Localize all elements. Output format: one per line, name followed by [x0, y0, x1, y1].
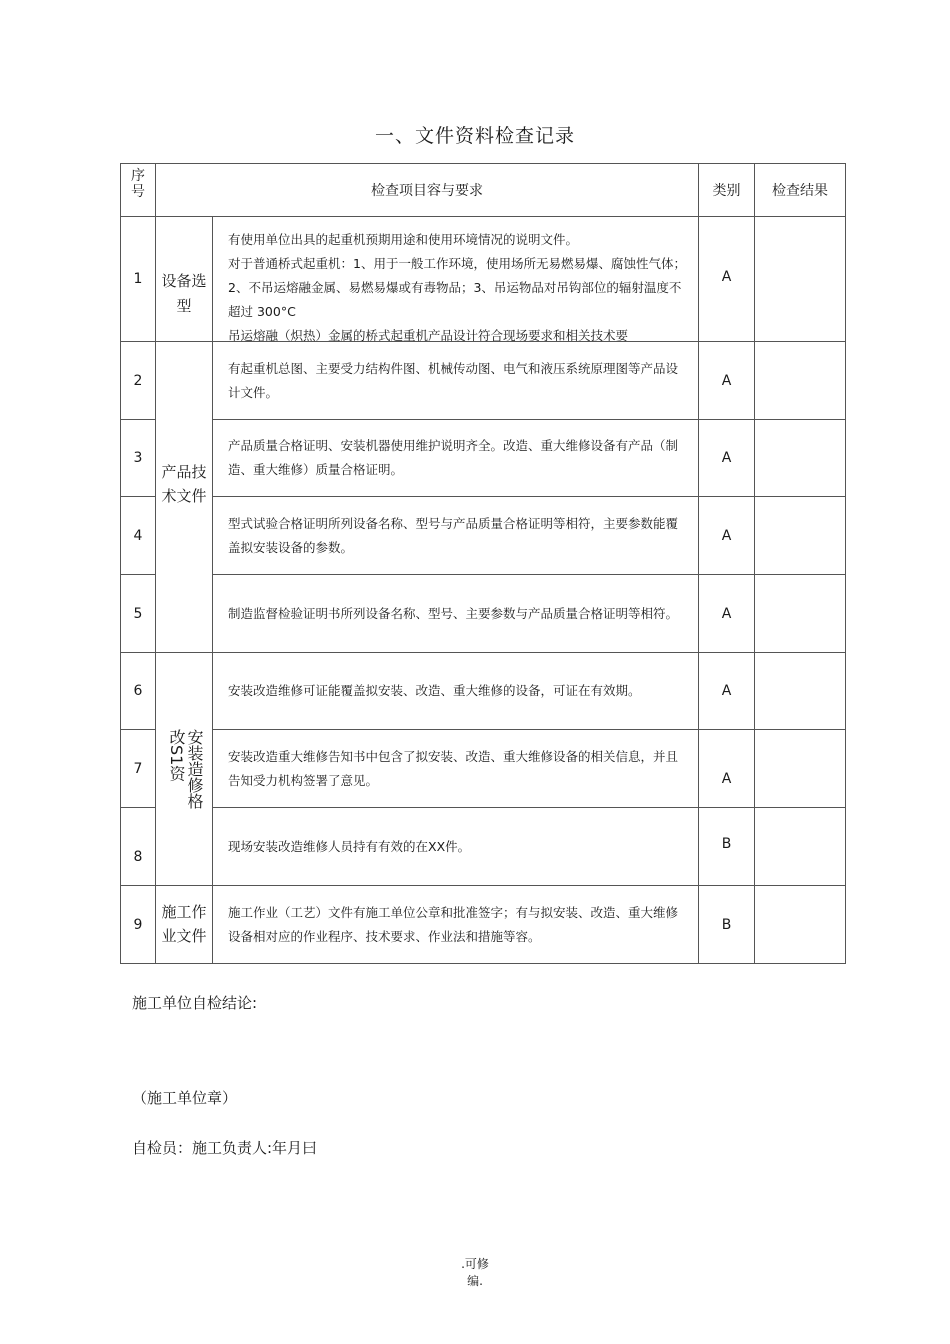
- item-class: A: [721, 269, 732, 285]
- header-num: 序号: [131, 168, 145, 200]
- item-class: B: [721, 836, 732, 852]
- header-item: 检查项目容与要求: [371, 183, 483, 199]
- table-vline: [155, 164, 156, 963]
- row-num: 9: [133, 916, 143, 933]
- table-hline: [121, 807, 156, 808]
- self-check-conclusion: 施工单位自检结论:: [132, 994, 258, 1012]
- unit-seal: （施工单位章）: [132, 1089, 238, 1107]
- category-equipment-selection: 设备选型: [161, 272, 207, 315]
- item-result[interactable]: [755, 808, 845, 885]
- item-class: A: [721, 372, 732, 389]
- item-result[interactable]: [755, 420, 845, 496]
- page-title: 一、文件资料检查记录: [374, 125, 575, 147]
- item-text: 制造监督检验证明书所列设备名称、型号、主要参数与产品质量合格证明等相符。: [228, 605, 679, 621]
- item-class: A: [721, 683, 732, 699]
- row-num: 6: [133, 683, 143, 699]
- item-class: A: [721, 527, 732, 544]
- item-class: A: [721, 770, 732, 787]
- row-num: 3: [133, 450, 143, 466]
- category-product-docs: 产品技术文件: [161, 463, 207, 505]
- item-result[interactable]: [755, 575, 845, 652]
- item-text: 安装改造维修可证能覆盖拟安装、改造、重大维修的设备，可证在有效期。: [228, 683, 641, 698]
- footer-line-1: .可修: [461, 1257, 489, 1271]
- signature-line: 自检员：施工负责人:年月曰: [132, 1139, 318, 1157]
- row-num: 1: [133, 271, 143, 287]
- row-num: 5: [133, 605, 143, 622]
- item-text: 有使用单位出具的起重机预期用途和使用环境情况的说明文件。 对于普通桥式起重机：1、用于一般工作环境，使用场所无易燃易爆、腐蚀性气体；2、不吊运熔融金属、易燃易爆或有毒物品；3、吊运物品对吊钩部位的辐射温度不超过 300°C 吊运熔融（炽热）金属的桥式起重机产品设计符合现场要求和相关技术要: [228, 232, 686, 341]
- row-num: 7: [133, 760, 143, 777]
- item-text: 型式试验合格证明所列设备名称、型号与产品质量合格证明等相符，主要参数能覆盖拟安装设备的参数。: [228, 515, 679, 555]
- row-num: 4: [133, 527, 143, 544]
- item-result[interactable]: [755, 217, 845, 341]
- item-class: A: [721, 605, 732, 622]
- header-class: 类别: [712, 183, 741, 199]
- item-class: B: [721, 916, 732, 933]
- item-text: 有起重机总图、主要受力结构件图、机械传动图、电气和液压系统原理图等产品设计文件。: [228, 360, 679, 400]
- item-result[interactable]: [755, 730, 845, 807]
- item-result[interactable]: [755, 342, 845, 419]
- category-work-docs: 施工作业文件: [161, 903, 207, 945]
- category-install-docs: 安装造修格改S1资: [167, 729, 204, 809]
- row-num: 8: [133, 848, 143, 865]
- item-class: A: [721, 450, 732, 466]
- item-result[interactable]: [755, 497, 845, 574]
- item-text: 安装改造重大维修告知书中包含了拟安装、改造、重大维修设备的相关信息，并且告知受力机构签署了意见。: [228, 748, 679, 788]
- inspection-table: [120, 163, 846, 964]
- item-result[interactable]: [755, 653, 845, 729]
- item-text: 现场安装改造维修人员持有有效的在XX件。: [228, 838, 471, 854]
- item-text: 施工作业（工艺）文件有施工单位公章和批准签字；有与拟安装、改造、重大维修设备相对应的作业程序、技术要求、作业法和措施等容。: [228, 904, 679, 944]
- item-result[interactable]: [755, 886, 845, 963]
- item-text: 产品质量合格证明、安装机器使用维护说明齐全。改造、重大维修设备有产品（制造、重大维修）质量合格证明。: [228, 438, 679, 477]
- row-num: 2: [133, 372, 143, 389]
- footer-line-2: 编.: [467, 1274, 483, 1288]
- header-result: 检查结果: [772, 183, 828, 199]
